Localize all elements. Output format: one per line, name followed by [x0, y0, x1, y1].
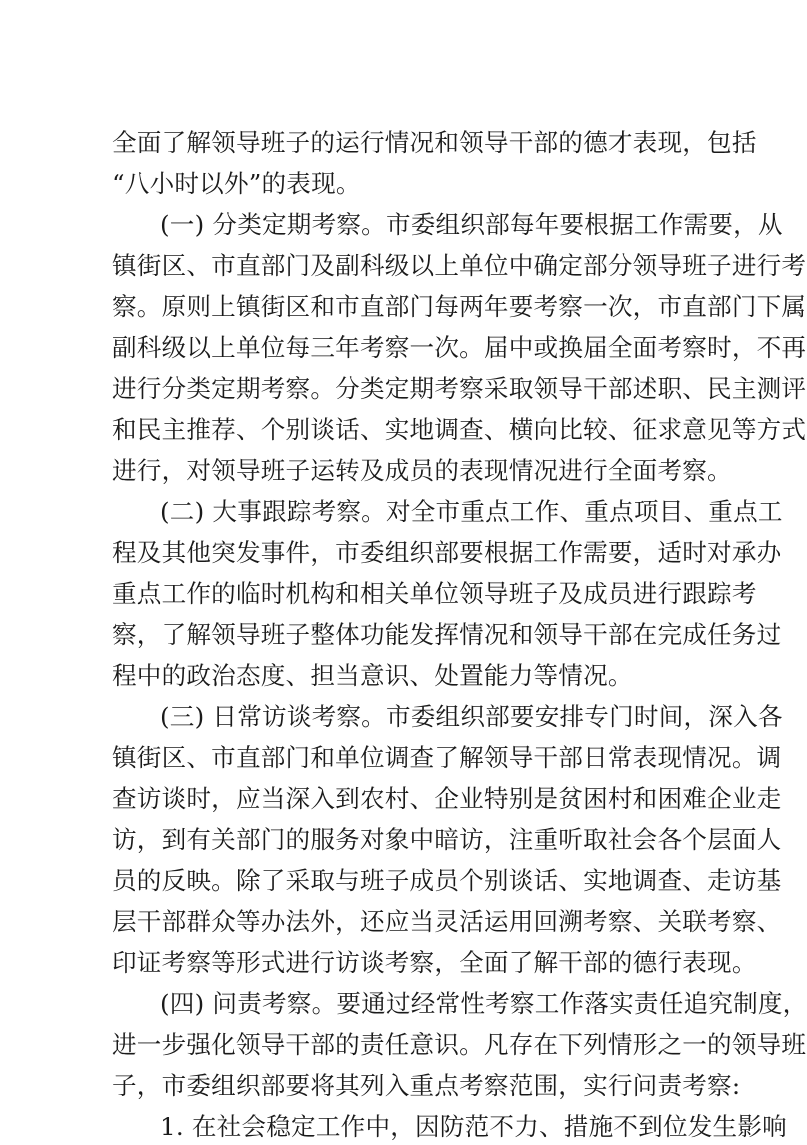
text-line-5: 察。原则上镇街区和市直部门每两年要考察一次，市直部门下属 [112, 292, 807, 321]
text-line-17: 查访谈时，应当深入到农村、企业特别是贫困村和困难企业走 [112, 784, 782, 813]
text-line-22: (四) 问责考察。要通过经常性考察工作落实责任追究制度， [160, 989, 807, 1018]
text-line-1: 全面了解领导班子的运行情况和领导干部的德才表现，包括 [112, 128, 757, 157]
text-line-9: 进行，对领导班子运转及成员的表现情况进行全面考察。 [112, 456, 732, 485]
text-line-14: 程中的政治态度、担当意识、处置能力等情况。 [112, 661, 633, 690]
text-line-19: 员的反映。除了采取与班子成员个别谈话、实地调查、走访基 [112, 866, 782, 895]
text-line-11: 程及其他突发事件，市委组织部要根据工作需要，适时对承办 [112, 538, 782, 567]
text-line-20: 层干部群众等办法外，还应当灵活运用回溯考察、关联考察、 [112, 907, 782, 936]
text-line-13: 察，了解领导班子整体功能发挥情况和领导干部在完成任务过 [112, 620, 782, 649]
text-line-4: 镇街区、市直部门及副科级以上单位中确定部分领导班子进行考 [112, 251, 807, 280]
text-line-10: (二) 大事跟踪考察。对全市重点工作、重点项目、重点工 [160, 497, 783, 526]
text-line-24: 子，市委组织部要将其列入重点考察范围，实行问责考察: [112, 1071, 741, 1100]
text-line-18: 访，到有关部门的服务对象中暗访，注重听取社会各个层面人 [112, 825, 782, 854]
text-line-16: 镇街区、市直部门和单位调查了解领导干部日常表现情况。调 [112, 743, 782, 772]
text-line-23: 进一步强化领导干部的责任意识。凡存在下列情形之一的领导班 [112, 1030, 807, 1059]
text-line-3: (一) 分类定期考察。市委组织部每年要根据工作需要，从 [160, 210, 783, 239]
text-line-21: 印证考察等形式进行访谈考察，全面了解干部的德行表现。 [112, 948, 757, 977]
text-line-7: 进行分类定期考察。分类定期考察采取领导干部述职、民主测评 [112, 374, 807, 403]
text-line-6: 副科级以上单位每三年考察一次。届中或换届全面考察时，不再 [112, 333, 807, 362]
text-line-15: (三) 日常访谈考察。市委组织部要安排专门时间，深入各 [160, 702, 783, 731]
text-line-8: 和民主推荐、个别谈话、实地调查、横向比较、征求意见等方式 [112, 415, 807, 444]
text-line-25: 1. 在社会稳定工作中，因防范不力、措施不到位发生影响 [160, 1112, 787, 1141]
text-line-2: “八小时以外”的表现。 [112, 169, 361, 198]
text-line-12: 重点工作的临时机构和相关单位领导班子及成员进行跟踪考 [112, 579, 757, 608]
